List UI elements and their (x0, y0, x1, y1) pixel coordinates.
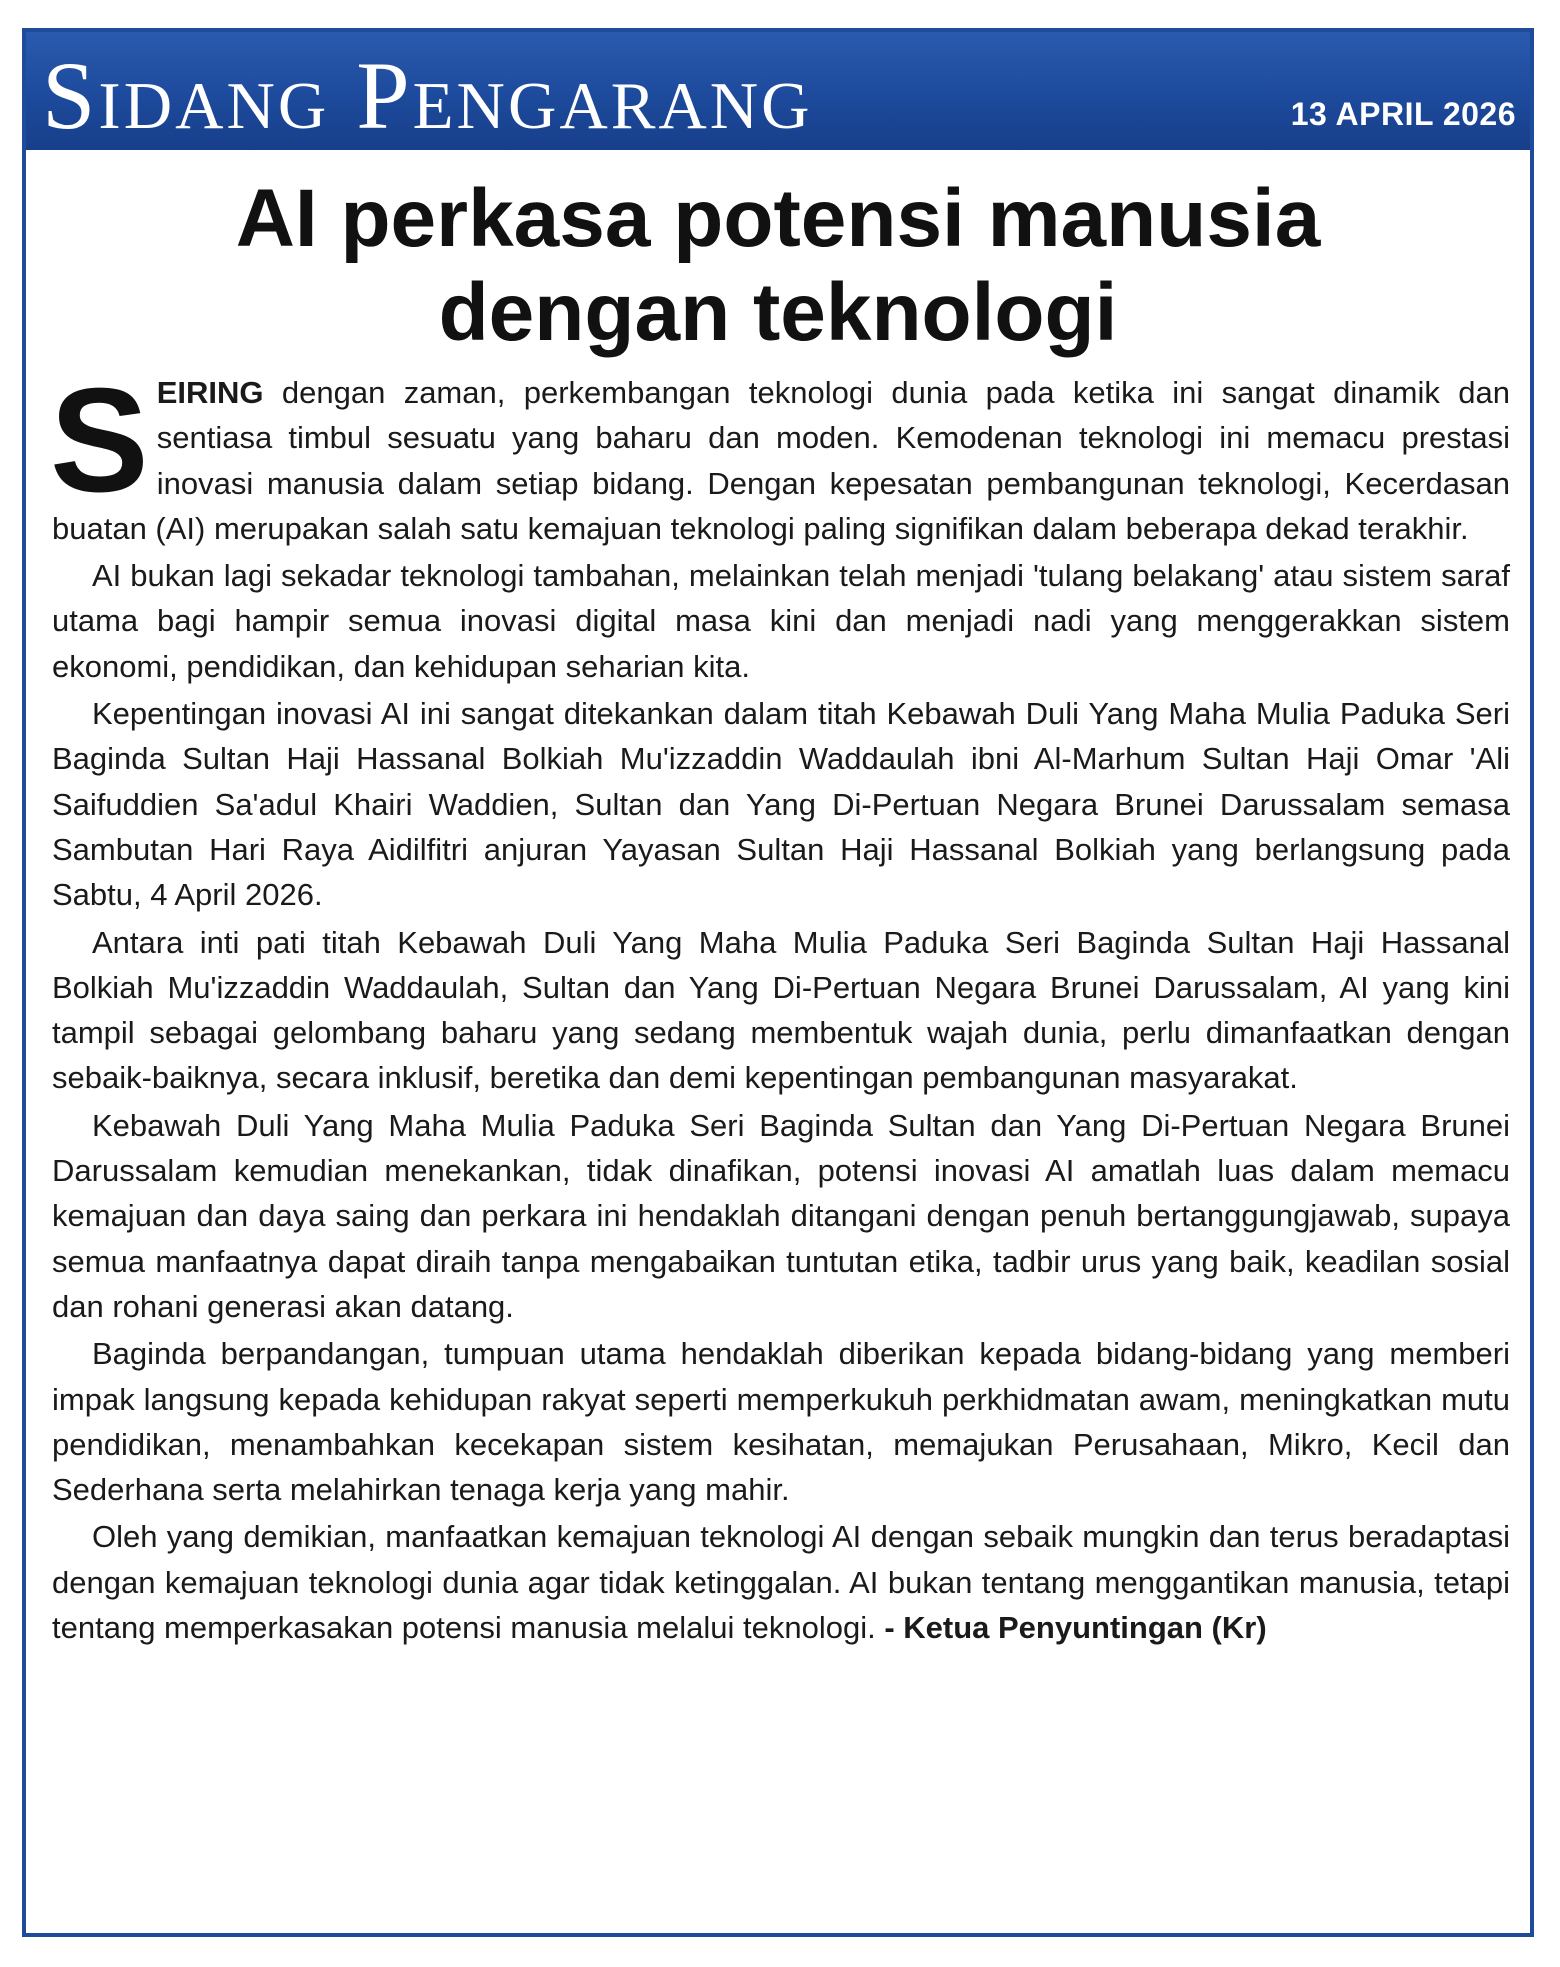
masthead-banner (26, 32, 1530, 150)
article-headline (46, 172, 1510, 360)
publication-date: 13 APRIL 2026 (1290, 96, 1516, 132)
section-title: Sidang Pengarang (42, 42, 813, 149)
paragraph-1 (50, 358, 1510, 551)
paragraph-5: Kebawah Duli Yang Maha Mulia Paduka Seri Baginda Sultan dan Yang Di-Pertuan Negara Brunei Darussalam kemudian menekankan, tidak dinafikan, potensi inovasi AI amatlah luas dalam memacu kemajuan dan daya saing dan perkara ini hendaklah ditangani dengan penuh bertanggungjawab, supaya semua manfaatnya dapat diraih tanpa mengabaikan tuntutan etika, tadbir urus yang baik, keadilan sosial dan rohani generasi akan datang. (52, 1107, 1510, 1324)
paragraph-3: Kepentingan inovasi AI ini sangat ditekankan dalam titah Kebawah Duli Yang Maha Mulia Paduka Seri Baginda Sultan Haji Hassanal Bolkiah Mu'izzaddin Waddaulah ibni Al-Marhum Sultan Haji Omar 'Ali Saifuddien Sa'adul Khairi Waddien, Sultan dan Yang Di-Pertuan Negara Brunei Darussalam semasa Sambutan Hari Raya Aidilfitri anjuran Yayasan Sultan Haji Hassanal Bolkiah yang berlangsung pada Sabtu, 4 April 2026. (52, 696, 1510, 913)
lead-word: EIRING (156, 375, 264, 410)
paragraph-7 (52, 1514, 1510, 1650)
editorial-frame (22, 28, 1534, 1937)
drop-cap: S (50, 358, 149, 523)
paragraph-2: AI bukan lagi sekadar teknologi tambahan, melainkan telah menjadi 'tulang belakang' atau sistem saraf utama bagi hampir semua inovasi digital masa kini dan menjadi nadi yang menggerakkan sistem ekonomi, pendidikan, dan kehidupan seharian kita. (52, 558, 1510, 684)
headline-line-1: AI perkasa potensi manusia (235, 173, 1321, 264)
paragraph-1-text: dengan zaman, perkembangan teknologi dunia pada ketika ini sangat dinamik dan sentiasa timbul sesuatu yang baharu dan moden. Kemodenan teknologi ini memacu prestasi inovasi manusia dalam setiap bidang. Dengan kepesatan pembangunan teknologi, Kecerdasan buatan (AI) merupakan salah satu kemajuan teknologi paling signifikan dalam beberapa dekad terakhir. (52, 375, 1510, 546)
headline-line-2: dengan teknologi (438, 267, 1118, 358)
paragraph-4: Antara inti pati titah Kebawah Duli Yang Maha Mulia Paduka Seri Baginda Sultan Haji Hassanal Bolkiah Mu'izzaddin Waddaulah, Sultan dan Yang Di-Pertuan Negara Brunei Darussalam, AI yang kini tampil sebagai gelombang baharu yang sedang membentuk wajah dunia, perlu dimanfaatkan dengan sebaik-baiknya, secara inklusif, beretika dan demi kepentingan pembangunan masyarakat. (52, 924, 1510, 1096)
article-body (50, 358, 1510, 1652)
paragraph-6: Baginda berpandangan, tumpuan utama hendaklah diberikan kepada bidang-bidang yang memberi impak langsung kepada kehidupan rakyat seperti memperkukuh perkhidmatan awam, meningkatkan mutu pendidikan, menambahkan kecekapan sistem kesihatan, memajukan Perusahaan, Mikro, Kecil dan Sederhana serta melahirkan tenaga kerja yang mahir. (52, 1336, 1510, 1508)
author-signature: - Ketua Penyuntingan (Kr) (884, 1610, 1267, 1646)
paragraph-7-text: Oleh yang demikian, manfaatkan kemajuan teknologi AI dengan sebaik mungkin dan terus beradaptasi dengan kemajuan teknologi dunia agar tidak ketinggalan. AI bukan tentang menggantikan manusia, tetapi tentang memperkasakan potensi manusia melalui teknologi. (52, 1519, 1510, 1646)
